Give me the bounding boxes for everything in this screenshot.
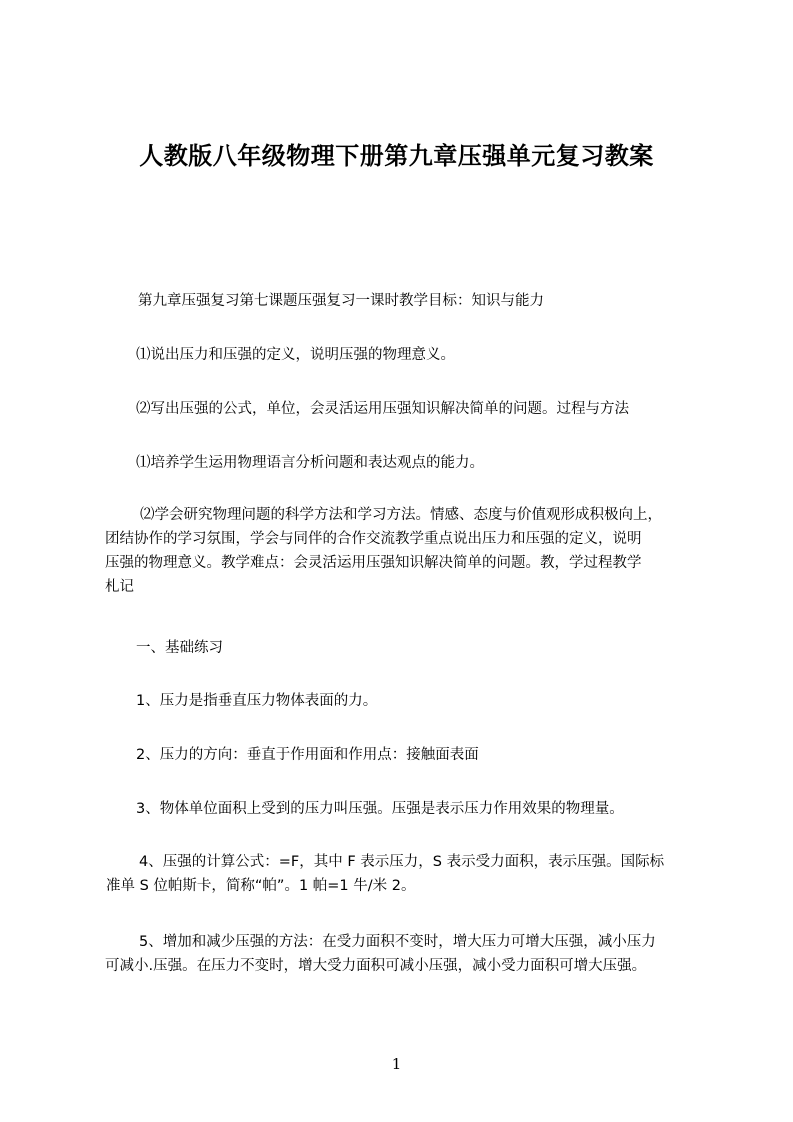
section-heading: 一、基础练习 bbox=[136, 640, 223, 656]
paragraph-line: 团结协作的学习氛围，学会与同伴的合作交流教学重点说出压力和压强的定义，说明 bbox=[105, 531, 642, 547]
list-item: 1、压力是指垂直压力物体表面的力。 bbox=[136, 693, 378, 709]
list-item bbox=[106, 850, 664, 898]
paragraph-objective-2: ⑵写出压强的公式，单位，会灵活运用压强知识解决简单的问题。过程与方法 bbox=[136, 401, 629, 417]
paragraph-line: 可减小.压强。在压力不变时，增大受力面积可减小压强，减小受力面积可增大压强。 bbox=[105, 958, 647, 974]
paragraph-process-1: ⑴培养学生运用物理语言分析问题和表达观点的能力。 bbox=[136, 455, 484, 471]
paragraph-line: 准单 S 位帕斯卡，简称“帕”。1 帕=1 牛/米 2。 bbox=[106, 878, 416, 894]
paragraph-line: 札记 bbox=[105, 579, 134, 595]
list-item bbox=[105, 930, 656, 978]
paragraph-line: 5、增加和减少压强的方法：在受力面积不变时，增大压力可增大压强，减小压力 bbox=[139, 934, 656, 950]
paragraph-process-2 bbox=[105, 503, 662, 599]
paragraph-objectives: 第九章压强复习第七课题压强复习一课时教学目标：知识与能力 bbox=[138, 293, 544, 309]
list-item: 3、物体单位面积上受到的压力叫压强。压强是表示压力作用效果的物理量。 bbox=[136, 801, 624, 817]
list-item: 2、压力的方向：垂直于作用面和作用点：接触面表面 bbox=[136, 747, 479, 763]
document-title: 人教版八年级物理下册第九章压强单元复习教案 bbox=[139, 142, 654, 170]
paragraph-line: ⑵学会研究物理问题的科学方法和学习方法。情感、态度与价值观形成积极向上， bbox=[140, 507, 662, 523]
page-number: 1 bbox=[391, 1055, 402, 1073]
paragraph-line: 压强的物理意义。教学难点：会灵活运用压强知识解决简单的问题。教，学过程教学 bbox=[105, 555, 642, 571]
paragraph-line: 4、压强的计算公式：=F，其中 F 表示压力，S 表示受力面积，表示压强。国际标 bbox=[139, 854, 665, 870]
paragraph-objective-1: ⑴说出压力和压强的定义，说明压强的物理意义。 bbox=[136, 347, 455, 363]
